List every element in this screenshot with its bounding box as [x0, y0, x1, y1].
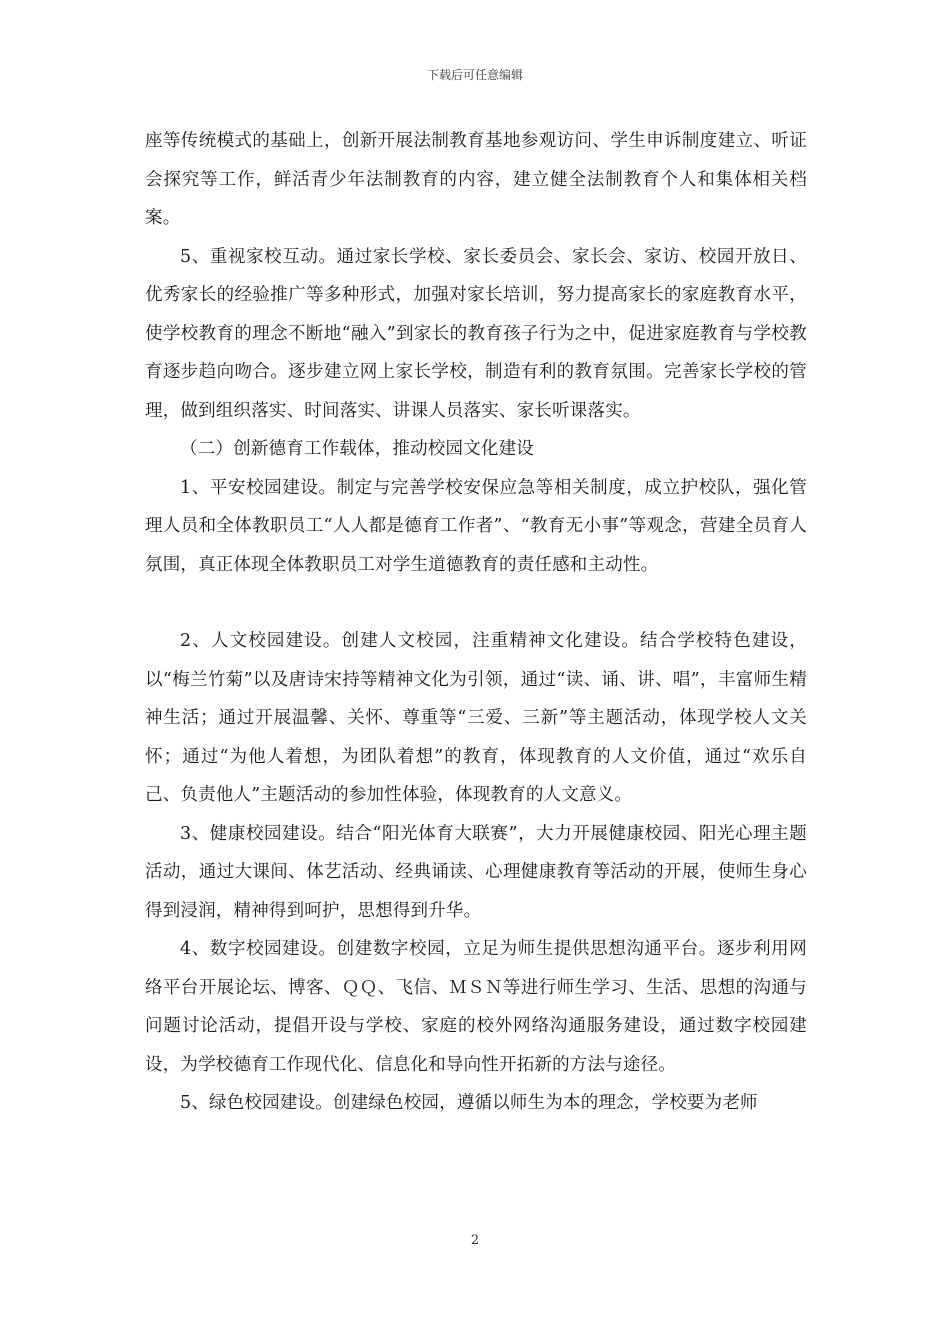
paragraph-humanistic-campus: 2、人文校园建设。创建人文校园，注重精神文化建设。结合学校特色建设，以“梅兰竹菊”以及唐诗宋持等精神文化为引领，通过“读、诵、讲、唱”，丰富师生精神生活；通过开展温馨、关怀、尊重等“三爱、三新”等主题活动，体现学校人文关怀；通过“为他人着想，为团队着想”的教育，体现教育的人文价值，通过“欢乐自己、负责他人”主题活动的参加性体验，体现教育的人文意义。 [145, 631, 807, 805]
paragraph-green-campus: 5、绿色校园建设。创建绿色校园，遵循以师生为本的理念，学校要为老师 [180, 1093, 758, 1113]
paragraph-gap [145, 584, 807, 622]
paragraph-healthy-campus: 3、健康校园建设。结合“阳光体育大联赛”，大力开展健康校园、阳光心理主题活动，通过大课间、体艺活动、经典诵读、心理健康教育等活动的开展，使师生身心得到浸润，精神得到呵护，思想得到升华。 [145, 823, 807, 921]
paragraph-home-school-interaction: 5、重视家校互动。通过家长学校、家长委员会、家长会、家访、校园开放日、优秀家长的经验推广等多种形式，加强对家长培训，努力提高家长的家庭教育水平，使学校教育的理念不断地“融入”到家长的教育孩子行为之中，促进家庭教育与学校教育逐步趋向吻合。逐步建立网上家长学校，制造有利的教育氛围。完善家长学校的管理，做到组织落实、时间落实、讲课人员落实、家长听课落实。 [145, 246, 807, 421]
paragraph-safe-campus: 1、平安校园建设。制定与完善学校安保应急等相关制度，成立护校队，强化管理人员和全体教职员工“人人都是德育工作者”、“教育无小事”等观念，营建全员育人氛围，真正体现全体教职员工对学生道德教育的责任感和主动性。 [145, 477, 807, 575]
paragraph-digital-campus: 4、数字校园建设。创建数字校园，立足为师生提供思想沟通平台。逐步利用网络平台开展论坛、博客、ＱＱ、飞信、ＭＳＮ等进行师生学习、生活、思想的沟通与问题讨论活动，提倡开设与学校、家庭的校外网络沟通服务建设，通过数字校园建设，为学校德育工作现代化、信息化和导向性开拓新的方法与途径。 [145, 939, 807, 1075]
paragraph-law-education-continued: 座等传统模式的基础上，创新开展法制教育基地参观访问、学生申诉制度建立、听证会探究等工作，鲜活青少年法制教育的内容，建立健全法制教育个人和集体相关档案。 [145, 131, 807, 228]
page-number: 2 [470, 1233, 480, 1248]
document-body [145, 122, 807, 1123]
section-heading-moral-education-carrier: （二）创新德育工作载体，推动校园文化建设 [180, 439, 534, 459]
page-header: 下载后可任意编辑 [426, 68, 523, 82]
